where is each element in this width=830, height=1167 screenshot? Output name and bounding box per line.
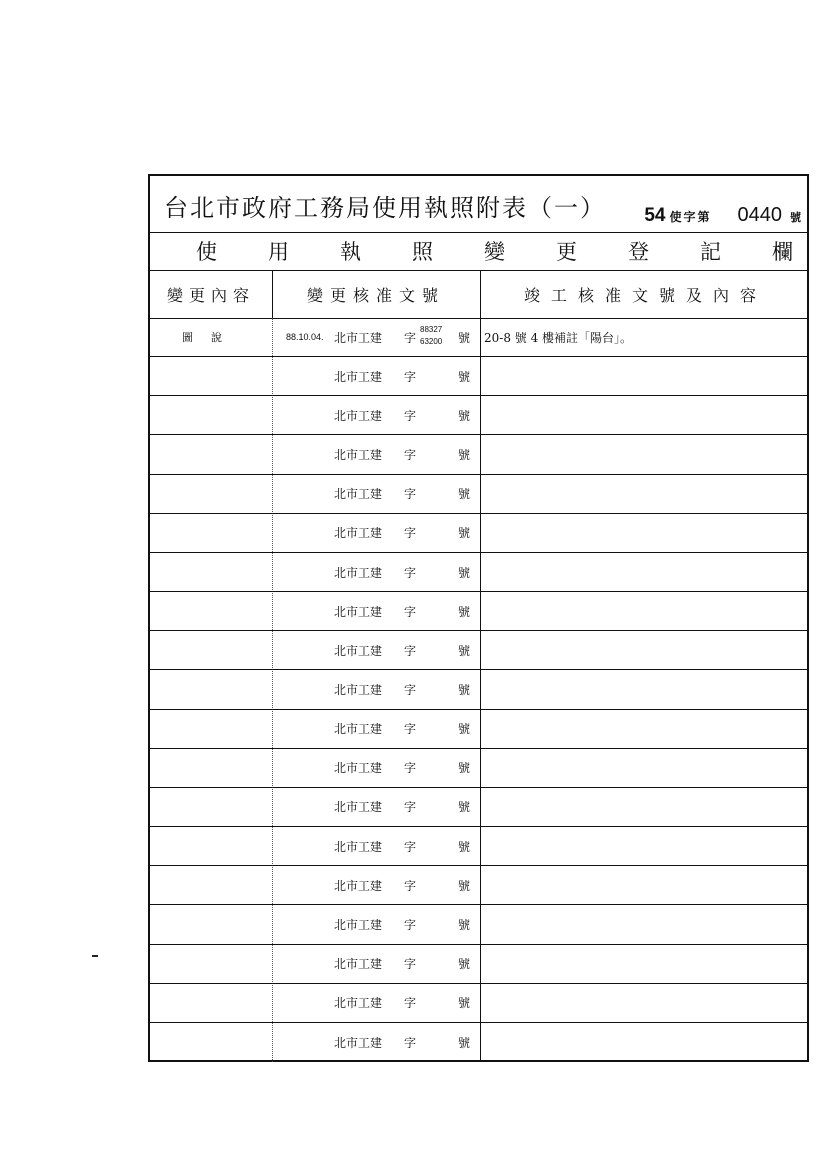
- approval-zi: 字: [404, 565, 417, 580]
- approval-hao: 號: [458, 526, 471, 541]
- approval-hao: 號: [458, 448, 471, 463]
- change-content-cell: [150, 866, 272, 904]
- approval-prefix: 北市工建: [334, 448, 383, 463]
- approval-zi: 字: [404, 839, 417, 854]
- section-char: 用: [268, 240, 289, 264]
- approval-prefix: 北市工建: [334, 604, 383, 619]
- table-row: [150, 553, 807, 592]
- completion-detail-cell: [480, 866, 811, 904]
- approval-prefix: 北市工建: [334, 565, 383, 580]
- approval-ref-cell: [272, 866, 480, 904]
- completion-detail-cell: [480, 945, 811, 983]
- section-char: 照: [412, 240, 433, 264]
- approval-zi: 字: [404, 996, 417, 1011]
- approval-zi: 字: [404, 487, 417, 502]
- change-content-cell: 圖說: [182, 331, 240, 345]
- approval-hao: 號: [458, 800, 471, 815]
- header-approval-ref: 變更核准文號: [306, 286, 445, 305]
- table-row: [150, 984, 807, 1023]
- approval-number: 88327: [420, 325, 443, 334]
- table-row: [150, 827, 807, 866]
- permit-serial: 0440: [737, 204, 782, 226]
- approval-prefix: 北市工建: [334, 800, 383, 815]
- approval-date: 88.10.04.: [286, 332, 324, 343]
- approval-zi: 字: [404, 722, 417, 737]
- table-row: [150, 866, 807, 905]
- change-content-cell: [150, 710, 272, 748]
- approval-prefix: 北市工建: [334, 408, 383, 423]
- approval-prefix: 北市工建: [334, 722, 383, 737]
- approval-hao: 號: [458, 643, 471, 658]
- table-row: [150, 749, 807, 788]
- approval-ref-cell: [272, 905, 480, 943]
- permit-number: [644, 204, 801, 227]
- approval-ref-cell: [272, 945, 480, 983]
- approval-prefix: 北市工建: [334, 996, 383, 1011]
- section-char: 變: [484, 240, 505, 264]
- approval-prefix: 北市工建: [334, 330, 383, 345]
- change-content-cell: [150, 984, 272, 1022]
- approval-zi: 字: [404, 1035, 417, 1050]
- approval-zi: 字: [404, 957, 417, 972]
- completion-detail-cell: [480, 475, 811, 513]
- change-content-cell: [150, 553, 272, 591]
- form-title: 台北市政府工務局使用執照附表（一）: [164, 194, 606, 222]
- approval-zi: 字: [404, 643, 417, 658]
- change-content-cell: [150, 396, 272, 434]
- change-content-cell: [150, 945, 272, 983]
- approval-prefix: 北市工建: [334, 1035, 383, 1050]
- table-row: [150, 670, 807, 709]
- approval-zi: 字: [404, 369, 417, 384]
- approval-zi: 字: [404, 917, 417, 932]
- completion-detail-cell: [480, 710, 811, 748]
- table-row: [150, 945, 807, 984]
- approval-ref-cell: [272, 592, 480, 630]
- approval-prefix: 北市工建: [334, 878, 383, 893]
- approval-hao: 號: [458, 957, 471, 972]
- approval-prefix: 北市工建: [334, 487, 383, 502]
- change-content-cell: [150, 827, 272, 865]
- column-divider: [272, 271, 273, 318]
- completion-detail-cell: [480, 553, 811, 591]
- approval-zi: 字: [404, 330, 417, 345]
- completion-detail-cell: [480, 396, 811, 434]
- change-content-cell: [150, 475, 272, 513]
- approval-hao: 號: [458, 917, 471, 932]
- change-content-cell: [150, 905, 272, 943]
- approval-ref-cell: [272, 631, 480, 669]
- table-body: [150, 318, 807, 1062]
- approval-prefix: 北市工建: [334, 526, 383, 541]
- approval-ref-cell: [272, 984, 480, 1022]
- change-content-cell: [150, 592, 272, 630]
- change-content-cell: [150, 631, 272, 669]
- completion-detail-cell: [480, 749, 811, 787]
- approval-number: 63200: [420, 337, 443, 346]
- section-title: [150, 232, 807, 271]
- table-row: [150, 357, 807, 396]
- change-content-cell: [150, 670, 272, 708]
- section-char: 使: [196, 240, 217, 264]
- permit-word: 使字第: [669, 210, 712, 224]
- approval-hao: 號: [458, 330, 471, 345]
- approval-prefix: 北市工建: [334, 839, 383, 854]
- table-row: [150, 396, 807, 435]
- change-content-cell: [150, 749, 272, 787]
- completion-detail-cell: [480, 984, 811, 1022]
- table-row: [150, 318, 807, 357]
- approval-ref-cell: [272, 357, 480, 395]
- approval-prefix: 北市工建: [334, 957, 383, 972]
- approval-prefix: 北市工建: [334, 643, 383, 658]
- approval-hao: 號: [458, 604, 471, 619]
- approval-ref-cell: [272, 553, 480, 591]
- approval-zi: 字: [404, 682, 417, 697]
- change-content-cell: [150, 435, 272, 473]
- completion-detail-cell: [480, 905, 811, 943]
- approval-zi: 字: [404, 408, 417, 423]
- approval-zi: 字: [404, 526, 417, 541]
- completion-detail-cell: 20-8 號 4 樓補註「陽台」。: [484, 330, 633, 345]
- table-header: [150, 271, 807, 319]
- approval-ref-cell: [272, 749, 480, 787]
- table-row: [150, 592, 807, 631]
- approval-ref-cell: [272, 318, 480, 356]
- approval-prefix: 北市工建: [334, 682, 383, 697]
- approval-hao: 號: [458, 487, 471, 502]
- section-char: 更: [556, 240, 577, 264]
- change-content-cell: [150, 357, 272, 395]
- table-row: [150, 905, 807, 944]
- approval-hao: 號: [458, 839, 471, 854]
- approval-prefix: 北市工建: [334, 369, 383, 384]
- approval-ref-cell: [272, 827, 480, 865]
- table-row: [150, 710, 807, 749]
- approval-hao: 號: [458, 878, 471, 893]
- scan-mark: [92, 955, 98, 957]
- approval-hao: 號: [458, 565, 471, 580]
- approval-numbers: [420, 324, 442, 348]
- permit-year: 54: [644, 205, 666, 226]
- approval-ref-cell: [272, 514, 480, 552]
- completion-detail-cell: [480, 514, 811, 552]
- table-row: [150, 475, 807, 514]
- approval-ref-cell: [272, 435, 480, 473]
- completion-detail-cell: [480, 357, 811, 395]
- approval-hao: 號: [458, 369, 471, 384]
- header-change-content: 變更內容: [166, 286, 255, 305]
- completion-detail-cell: [480, 827, 811, 865]
- table-row: [150, 514, 807, 553]
- approval-prefix: 北市工建: [334, 761, 383, 776]
- approval-ref-cell: [272, 1023, 480, 1062]
- approval-hao: 號: [458, 722, 471, 737]
- section-char: 登: [628, 240, 649, 264]
- completion-detail-cell: [480, 435, 811, 473]
- change-content-cell: [150, 1023, 272, 1062]
- approval-hao: 號: [458, 996, 471, 1011]
- table-row: [150, 788, 807, 827]
- change-content-cell: [150, 514, 272, 552]
- title-row: [150, 176, 807, 233]
- approval-hao: 號: [458, 1035, 471, 1050]
- approval-zi: 字: [404, 448, 417, 463]
- approval-hao: 號: [458, 761, 471, 776]
- completion-detail-cell: [480, 788, 811, 826]
- change-content-cell: [150, 788, 272, 826]
- completion-detail-cell: [480, 670, 811, 708]
- table-row: [150, 631, 807, 670]
- table-row: [150, 1023, 807, 1062]
- approval-hao: 號: [458, 408, 471, 423]
- header-completion: 竣工核准文號及內容: [523, 286, 767, 305]
- approval-zi: 字: [404, 800, 417, 815]
- permit-suffix: 號: [790, 211, 801, 224]
- approval-prefix: 北市工建: [334, 917, 383, 932]
- usage-permit-annex-form: [148, 174, 809, 1062]
- approval-hao: 號: [458, 682, 471, 697]
- approval-zi: 字: [404, 604, 417, 619]
- approval-ref-cell: [272, 396, 480, 434]
- completion-detail-cell: [480, 592, 811, 630]
- table-row: [150, 435, 807, 474]
- approval-zi: 字: [404, 761, 417, 776]
- section-char: 欄: [772, 240, 793, 264]
- completion-detail-cell: [480, 1023, 811, 1062]
- section-char: 記: [700, 240, 721, 264]
- approval-ref-cell: [272, 475, 480, 513]
- approval-zi: 字: [404, 878, 417, 893]
- approval-ref-cell: [272, 670, 480, 708]
- section-char: 執: [340, 240, 361, 264]
- approval-ref-cell: [272, 788, 480, 826]
- approval-ref-cell: [272, 710, 480, 748]
- completion-detail-cell: [480, 631, 811, 669]
